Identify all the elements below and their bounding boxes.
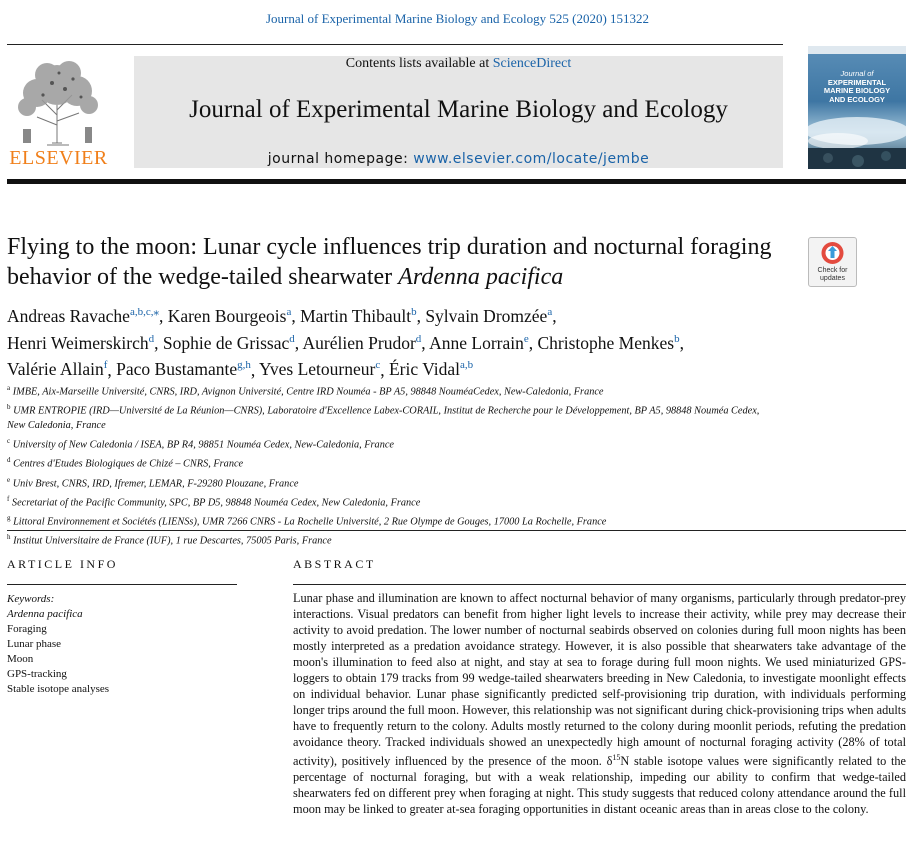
author-name: Anne Lorrain <box>429 332 524 353</box>
elsevier-wordmark: ELSEVIER <box>9 147 108 169</box>
author-name: Paco Bustamante <box>116 359 238 380</box>
cover-title-line: EXPERIMENTAL <box>827 77 887 87</box>
author[interactable] <box>168 306 292 326</box>
cover-title-line: MARINE BIOLOGY <box>823 86 891 95</box>
affiliation-text: Institut Universitaire de France (IUF), 1 rue Descartes, 75005 Paris, France <box>13 535 332 547</box>
section-rule <box>7 530 906 531</box>
affiliation-list <box>7 381 887 550</box>
check-updates-label-line: updates <box>820 275 845 282</box>
article-info-rule <box>7 584 237 585</box>
abstract-text-part: N stable isotope values were significantly related to the percentage of nocturnal foraging, but with a weak relationship, impeding our ability to confirm that wedge-tailed shearwaters fed on different prey when foraging at night. This study suggests that reduced colony attendance around the full moon may be linked to greater at-sea foraging opportunities in distant oceanic areas than in areas close to the colony. <box>293 754 907 817</box>
cover-title-line: AND ECOLOGY <box>829 94 885 104</box>
author-name: Christophe Menkes <box>537 332 675 353</box>
author[interactable] <box>300 306 416 326</box>
affiliation-key: c <box>7 437 11 446</box>
affiliation-key: h <box>7 533 11 542</box>
author-affiliation-marks[interactable]: d <box>289 332 295 345</box>
article-title-species: Ardenna pacifica <box>398 264 564 290</box>
author-affiliation-marks[interactable]: g,h <box>237 359 251 372</box>
author-affiliation-marks[interactable]: b <box>411 306 417 318</box>
author-name: Yves Letourneur <box>259 359 376 380</box>
affiliation-item <box>7 453 887 472</box>
author-name: Sophie de Grissac <box>162 332 290 353</box>
author-name: Andreas Ravache <box>7 305 130 326</box>
affiliation-item <box>7 473 887 492</box>
abstract-heading: ABSTRACT <box>293 557 376 571</box>
affiliation-text: Littoral Environnement et Sociétés (LIENSs), UMR 7266 CNRS - La Rochelle Université, 2 Rue Olympe de Gouges, 17000 La Rochelle, France <box>13 516 607 528</box>
affiliation-text: UMR ENTROPIE (IRD—Université de La Réunion—CNRS), Laboratoire d'Excellence Labex-CORAIL, Institut de Recherche pour le Développement, BP A5, 98848 Nouméa Cedex, New Caledonia, France <box>7 405 760 432</box>
author-name: Henri Weimerskirch <box>7 332 149 353</box>
keywords-label: Keywords: <box>7 593 55 605</box>
article-info-heading: ARTICLE INFO <box>7 557 118 571</box>
author-affiliation-marks[interactable]: a,b,c,⁎ <box>129 306 159 318</box>
affiliation-item <box>7 400 777 434</box>
author-affiliation-marks[interactable]: c <box>375 359 381 372</box>
header-rule <box>7 44 783 45</box>
abstract-text <box>293 590 906 817</box>
affiliation-key: d <box>7 456 11 465</box>
contents-prefix: Contents lists available at <box>345 56 490 71</box>
author-affiliation-marks[interactable]: f <box>103 359 108 372</box>
keywords-block <box>7 592 109 697</box>
homepage-prefix: journal homepage: <box>267 151 409 167</box>
journal-citation[interactable]: Journal of Experimental Marine Biology and Ecology 525 (2020) 151322 <box>265 11 650 26</box>
cover-wave-icon <box>808 46 906 169</box>
author-name: Aurélien Prudor <box>302 332 416 353</box>
author[interactable] <box>259 359 380 379</box>
cover-title <box>808 70 906 104</box>
check-for-updates-button[interactable] <box>808 237 857 287</box>
article-title-main: Flying to the moon: Lunar cycle influences trip duration and nocturnal foraging behavior of the wedge-tailed shearwater <box>7 234 772 290</box>
author-affiliation-marks[interactable]: a <box>547 306 553 318</box>
affiliation-item <box>7 434 887 453</box>
author[interactable] <box>7 333 154 353</box>
keyword-item[interactable]: Foraging <box>7 623 47 635</box>
journal-title: Journal of Experimental Marine Biology and Ecology <box>189 96 728 123</box>
keyword-item[interactable]: Stable isotope analyses <box>7 683 110 695</box>
homepage-link[interactable]: www.elsevier.com/locate/jembe <box>413 151 650 167</box>
sciencedirect-link[interactable]: ScienceDirect <box>492 56 572 71</box>
affiliation-item <box>7 492 887 511</box>
affiliation-item <box>7 511 887 530</box>
affiliation-text: Univ Brest, CNRS, IRD, Ifremer, LEMAR, F-29280 Plouzane, France <box>12 478 299 490</box>
author[interactable] <box>303 333 422 353</box>
check-updates-icon <box>809 238 856 268</box>
article-title <box>7 232 797 292</box>
affiliation-text: IMBE, Aix-Marseille Université, CNRS, IRD, Avignon Université, Centre IRD Nouméa - BP A5, 98848 NouméaCedex, New-Caledonia, France <box>12 386 604 398</box>
author[interactable] <box>7 306 159 326</box>
author-affiliation-marks[interactable]: b <box>674 332 680 345</box>
affiliation-key: b <box>7 403 11 412</box>
affiliation-key: e <box>7 475 11 484</box>
header-thick-rule <box>7 179 906 184</box>
author[interactable] <box>538 333 680 353</box>
author-name: Éric Vidal <box>388 359 461 380</box>
isotope-superscript: 15 <box>612 753 621 762</box>
author[interactable] <box>116 359 251 379</box>
author[interactable] <box>429 333 529 353</box>
author[interactable] <box>163 333 295 353</box>
homepage-line <box>134 151 783 167</box>
affiliation-item <box>7 381 887 400</box>
keyword-item[interactable]: Lunar phase <box>7 638 62 650</box>
author-affiliation-marks[interactable]: d <box>415 332 422 345</box>
author-list: Andreas Ravache$^{a,b,c,⁎}$, Karen Bourgeois$^a$, Martin Thibault$^b$, Sylvain Dromzée$^a$, Henri Weimerskirch$^d$, Sophie de Grissac$^d$, Aurélien Prudor$^d$, Anne Lorrain$^e$, Christophe Menkes$^b$, Valérie Allain$^f$, Paco Bustamante$^{g,h}$, Yves Letourneur$^c$, Éric Vidal$^{a,b}$ <box>7 305 684 380</box>
author[interactable] <box>389 359 473 379</box>
check-updates-label <box>809 267 856 283</box>
affiliation-key: f <box>7 494 10 503</box>
author-name: Martin Thibault <box>300 305 412 326</box>
keyword-item[interactable]: Ardenna pacifica <box>7 608 83 620</box>
author-affiliation-marks[interactable]: a <box>286 306 292 318</box>
author[interactable] <box>425 306 552 326</box>
author-name: Karen Bourgeois <box>167 305 287 326</box>
abstract-rule <box>293 584 906 585</box>
author-name: Valérie Allain <box>7 359 104 380</box>
author-affiliation-marks[interactable]: e <box>523 332 529 345</box>
author-affiliation-marks[interactable]: a,b <box>460 359 474 372</box>
contents-line <box>134 56 783 72</box>
journal-cover[interactable] <box>808 46 906 169</box>
affiliation-text: Secretariat of the Pacific Community, SPC, BP D5, 98848 Nouméa Cedex, New Caledonia, France <box>11 497 421 509</box>
elsevier-logo[interactable] <box>7 55 110 170</box>
keyword-item[interactable]: Moon <box>7 653 34 665</box>
affiliation-text: University of New Caledonia / ISEA, BP R4, 98851 Nouméa Cedex, New-Caledonia, France <box>12 439 394 451</box>
affiliation-text: Centres d'Etudes Biologiques de Chizé – CNRS, France <box>13 458 244 470</box>
cover-title-line: Journal of <box>840 69 874 78</box>
affiliation-key: g <box>7 514 11 523</box>
check-updates-label-line: Check for <box>817 267 848 274</box>
affiliation-key: a <box>7 384 11 392</box>
keyword-item[interactable]: GPS-tracking <box>7 668 67 680</box>
abstract-text-part: Lunar phase and illumination are known to affect nocturnal behavior of many organisms, particularly through predator-prey interactions. Visual predators can benefit from higher light levels to increase their activity, while prey may decrease their activity to avoid predation. The lower number of nocturnal seabirds observed on colonies during full moon nights has been mostly interpreted as a predation avoidance strategy. However, it is also possible that shearwaters take advantage of the moon's illumination to feed also at night, and stay at sea to forage during full moon nights. We used miniaturized GPS-loggers to obtain 179 tracks from 99 wedge-tailed shearwaters breeding in New Caledonia, to investigate moonlight effects on individual behavior. Lunar phase significantly predicted self-provisioning trip duration, with individuals performing longer trips around the full moon. However, this relationship was not significant during chick-provisioning trips when adults have to frequently return to the colony. Adults mostly returned to the colony during moonlit periods, refuting the predation avoidance theory. Tracked individuals showed an unexpectedly high amount of nocturnal foraging activity (28% of total activity), positively influenced by the presence of the moon. δ <box>293 591 906 769</box>
author-affiliation-marks[interactable]: d <box>148 332 155 345</box>
affiliation-item <box>7 530 887 549</box>
author[interactable] <box>7 359 107 379</box>
author-name: Sylvain Dromzée <box>425 305 548 326</box>
